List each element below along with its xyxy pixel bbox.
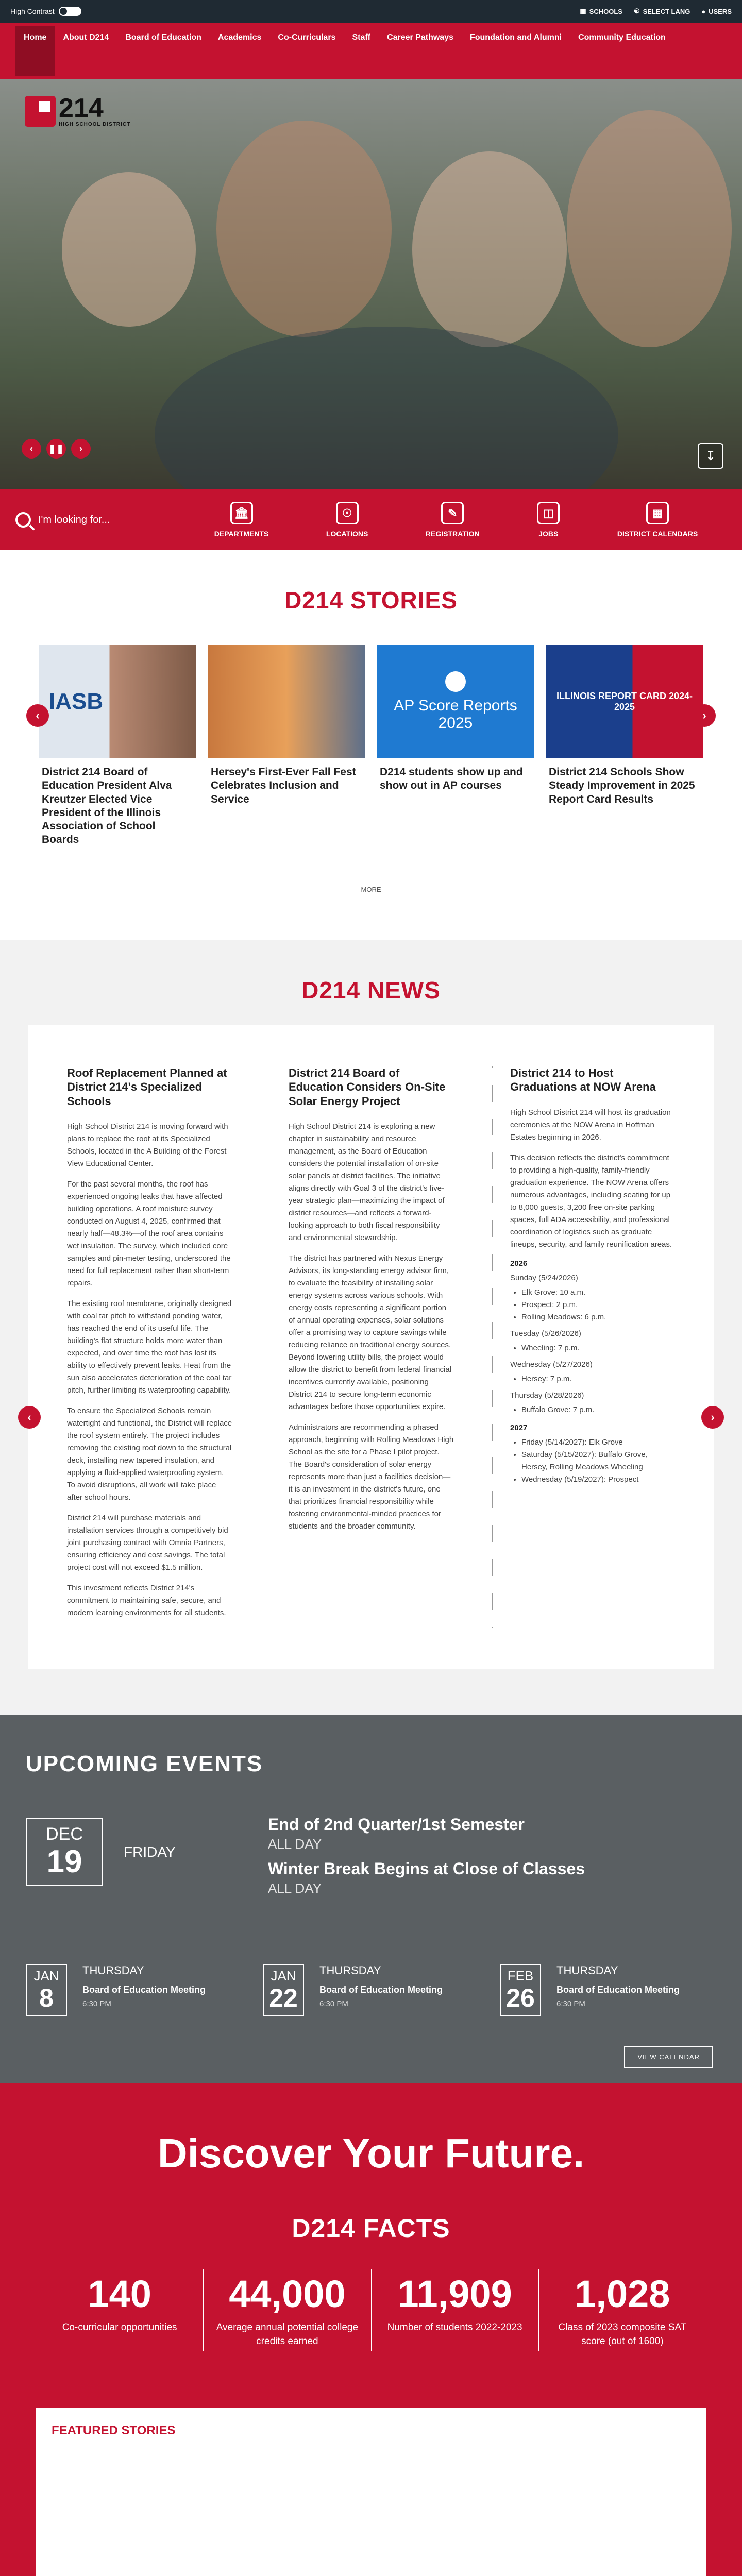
calendar-icon: ▦ bbox=[646, 502, 669, 524]
news-title-bold: NEWS bbox=[367, 976, 441, 1004]
stories-title-bold: STORIES bbox=[350, 587, 458, 614]
clipboard-icon: ✎ bbox=[441, 502, 464, 524]
schedule-day: Tuesday (5/26/2026) bbox=[510, 1329, 581, 1338]
news-paragraph: High School District 214 will host its graduation ceremonies at the NOW Arena in Hoffman Estates beginning in 2026. bbox=[510, 1108, 671, 1142]
event-info bbox=[82, 1964, 206, 2016]
event-time: ALL DAY bbox=[268, 1880, 322, 1896]
event-weekday: FRIDAY bbox=[124, 1844, 176, 1860]
event-time: 6:30 PM bbox=[82, 1999, 111, 2008]
high-contrast-toggle[interactable] bbox=[59, 7, 81, 16]
featured-event-list bbox=[268, 1808, 585, 1896]
story-image bbox=[546, 645, 703, 758]
nav-community-education[interactable]: Community Education bbox=[578, 33, 666, 42]
schedule-day: Thursday (5/28/2026) bbox=[510, 1391, 584, 1400]
site-search[interactable] bbox=[15, 512, 185, 528]
event-month: JAN bbox=[33, 1968, 59, 1984]
schedule-item: • Prospect: 2 p.m. bbox=[521, 1299, 676, 1311]
featured-side-panel bbox=[466, 2408, 706, 2576]
fact-label: Class of 2023 composite SAT score (out of 1600) bbox=[558, 2322, 687, 2347]
news-paragraph: The district has partnered with Nexus Energy Advisors, its long-standing energy advisor firm, to evaluate the feasibility of installing solar energy systems across various schools. With energy costs representing a significant portion of annual operating expenses, solar solutions offer a promising way to capture savings while reducing reliance on traditional energy sources. Beyond lowering utility bills, the project would allow the district to benefit from federal financial incentives currently available, positioning District 214 to secure long-term economic advantages before those opportunities expire. bbox=[289, 1254, 451, 1411]
featured-event[interactable] bbox=[26, 1808, 716, 1896]
featured-stories-panel bbox=[36, 2408, 466, 2576]
main-navigation bbox=[0, 23, 742, 79]
discover-headline: Discover Your Future. bbox=[157, 2130, 585, 2176]
news-paragraph: This decision reflects the district's commitment to providing a high-quality, family-friendly graduation experience. The NOW Arena offers numerous advantages, including seating for up to 8,000 guests, 3,200 free on-site parking spaces, full ADA accessibility, and professional coordination of logistics such as graduate lineups, security, and family reunification areas. bbox=[510, 1153, 672, 1249]
utility-bar bbox=[0, 0, 742, 23]
quick-link-label: JOBS bbox=[538, 530, 559, 538]
schools-label: SCHOOLS bbox=[589, 7, 622, 15]
news-article-title: District 214 to Host Graduations at NOW Arena bbox=[510, 1066, 656, 1093]
schedule-item: • Saturday (5/15/2027): Buffalo Grove, Hersey, Rolling Meadows Wheeling bbox=[521, 1449, 676, 1473]
fact-number: 140 bbox=[88, 2273, 151, 2315]
quick-links bbox=[185, 502, 727, 538]
district-logo[interactable] bbox=[25, 95, 130, 127]
schedule-item: • Friday (5/14/2027): Elk Grove bbox=[521, 1436, 676, 1449]
logo-number: 214 bbox=[59, 93, 104, 123]
event-name[interactable]: End of 2nd Quarter/1st Semester bbox=[268, 1815, 525, 1834]
nav-co-curriculars[interactable]: Co-Curriculars bbox=[278, 33, 336, 42]
schedule-item: • Elk Grove: 10 a.m. bbox=[521, 1286, 676, 1299]
fact-label: Co-curricular opportunities bbox=[62, 2322, 177, 2333]
quick-link-departments[interactable] bbox=[214, 502, 269, 538]
news-title bbox=[0, 976, 742, 1004]
hero-slideshow bbox=[0, 79, 742, 489]
event-day: 26 bbox=[506, 1984, 535, 2012]
schools-menu[interactable] bbox=[580, 7, 622, 15]
news-section bbox=[0, 940, 742, 1716]
quick-link-label: DEPARTMENTS bbox=[214, 530, 269, 538]
story-image-text: IASB bbox=[49, 689, 104, 714]
schedule-year: 2027 bbox=[510, 1423, 528, 1432]
event-date-box bbox=[26, 1964, 67, 2016]
stories-next-button[interactable]: › bbox=[693, 704, 716, 727]
event-day: 19 bbox=[46, 1844, 82, 1880]
globe-icon: ☯ bbox=[633, 7, 640, 15]
fact-number: 11,909 bbox=[397, 2273, 512, 2315]
quick-link-registration[interactable] bbox=[426, 502, 480, 538]
schedule-list bbox=[510, 1373, 676, 1385]
schedule-item: • Wheeling: 7 p.m. bbox=[521, 1342, 676, 1354]
event-month: DEC bbox=[46, 1824, 83, 1844]
schedule-item: • Buffalo Grove: 7 p.m. bbox=[521, 1404, 676, 1416]
schedule-day: Sunday (5/24/2026) bbox=[510, 1273, 578, 1282]
nav-academics[interactable]: Academics bbox=[217, 33, 262, 42]
facts-title-bold: FACTS bbox=[363, 2214, 450, 2243]
fact-item bbox=[538, 2269, 706, 2351]
stories-carousel bbox=[28, 645, 714, 854]
story-image bbox=[377, 645, 534, 758]
slideshow-controls bbox=[22, 439, 91, 459]
story-card[interactable] bbox=[377, 645, 534, 854]
event-month: JAN bbox=[271, 1968, 296, 1984]
departments-icon: 🏛 bbox=[230, 502, 253, 524]
story-image-text: ILLINOIS REPORT CARD 2024-2025 bbox=[556, 691, 693, 712]
upcoming-event[interactable] bbox=[263, 1964, 479, 2016]
events-title bbox=[26, 1751, 716, 1777]
quick-link-locations[interactable] bbox=[326, 502, 368, 538]
nav-about[interactable]: About D214 bbox=[63, 33, 109, 42]
nav-home[interactable]: Home bbox=[15, 26, 55, 76]
fact-number: 44,000 bbox=[229, 2273, 346, 2315]
event-name: Board of Education Meeting bbox=[319, 1985, 443, 1995]
event-time: ALL DAY bbox=[268, 1836, 322, 1852]
news-title-prefix: D214 bbox=[301, 976, 361, 1004]
event-day: 22 bbox=[269, 1984, 298, 2012]
news-next-button[interactable]: › bbox=[701, 1406, 724, 1429]
fact-item bbox=[36, 2269, 203, 2351]
high-contrast-label: High Contrast bbox=[10, 7, 55, 15]
event-weekday: THURSDAY bbox=[319, 1964, 381, 1977]
event-date-box bbox=[263, 1964, 304, 2016]
search-placeholder: I'm looking for... bbox=[38, 514, 110, 526]
facts-row bbox=[36, 2269, 706, 2351]
event-time: 6:30 PM bbox=[556, 1999, 585, 2008]
story-title: Hersey's First-Ever Fall Fest Celebrates Inclusion and Service bbox=[211, 766, 356, 805]
schedule-item: • Hersey: 7 p.m. bbox=[521, 1373, 676, 1385]
news-carousel bbox=[28, 1025, 714, 1669]
news-article[interactable] bbox=[49, 1066, 250, 1628]
story-image-text: AP Score Reports 2025 bbox=[394, 697, 517, 732]
story-title: D214 students show up and show out in AP courses bbox=[380, 766, 523, 792]
event-month: FEB bbox=[507, 1968, 534, 1984]
schedule-list bbox=[510, 1286, 676, 1324]
news-article-title: District 214 Board of Education Considers On-Site Solar Energy Project bbox=[289, 1066, 446, 1108]
facts-title bbox=[36, 2213, 706, 2243]
event-time: 6:30 PM bbox=[319, 1999, 348, 2008]
map-pin-icon: ☉ bbox=[336, 502, 359, 524]
facts-title-prefix: D214 bbox=[292, 2214, 356, 2243]
quick-link-jobs[interactable] bbox=[537, 502, 560, 538]
featured-row bbox=[36, 2408, 706, 2576]
event-date-box bbox=[500, 1964, 541, 2016]
fact-number: 1,028 bbox=[575, 2273, 670, 2315]
upcoming-event[interactable] bbox=[500, 1964, 716, 2016]
quick-link-label: REGISTRATION bbox=[425, 530, 480, 538]
scroll-down-button[interactable]: ↧ bbox=[698, 443, 723, 469]
schedule-list bbox=[510, 1404, 676, 1416]
story-title: District 214 Schools Show Steady Improvement in 2025 Report Card Results bbox=[549, 766, 695, 805]
nav-career-pathways[interactable]: Career Pathways bbox=[387, 33, 453, 42]
events-title-bold: EVENTS bbox=[166, 1751, 263, 1776]
story-card[interactable] bbox=[546, 645, 703, 854]
users-label: USERS bbox=[709, 7, 732, 15]
story-image bbox=[39, 645, 196, 758]
upcoming-event[interactable] bbox=[26, 1964, 242, 2016]
event-date-box bbox=[26, 1818, 103, 1886]
event-name[interactable]: Winter Break Begins at Close of Classes bbox=[268, 1859, 585, 1878]
schedule-year: 2026 bbox=[510, 1259, 528, 1268]
event-info bbox=[319, 1964, 443, 2016]
users-menu[interactable] bbox=[701, 8, 732, 15]
view-calendar-button[interactable]: VIEW CALENDAR bbox=[624, 2046, 713, 2068]
logo-mark-icon bbox=[25, 96, 56, 127]
news-prev-button[interactable]: ‹ bbox=[18, 1406, 41, 1429]
stories-title bbox=[0, 586, 742, 614]
stories-section bbox=[0, 550, 742, 940]
pause-slide-button[interactable]: ❚❚ bbox=[46, 439, 66, 459]
news-paragraph: For the past several months, the roof has experienced ongoing leaks that have affected building operations. A roof moisture survey conducted on August 4, 2025, confirmed that nearly half—48.3%—of the roof area contains wet insulation. The survey, which included core samples and pin-meter testing, underscored the need for full replacement rather than short-term repairs. bbox=[67, 1180, 231, 1287]
high-contrast-control[interactable] bbox=[10, 7, 81, 16]
building-icon: ▦ bbox=[580, 7, 586, 15]
next-slide-button[interactable]: › bbox=[71, 439, 91, 459]
event-name: Board of Education Meeting bbox=[82, 1985, 206, 1995]
schedule-day: Wednesday (5/27/2026) bbox=[510, 1360, 593, 1369]
search-icon bbox=[15, 512, 31, 528]
previous-slide-button[interactable]: ‹ bbox=[22, 439, 41, 459]
language-select[interactable] bbox=[634, 7, 690, 15]
logo-subtitle: HIGH SCHOOL DISTRICT bbox=[59, 122, 131, 127]
schedule-item: • Rolling Meadows: 6 p.m. bbox=[521, 1311, 676, 1324]
discover-section bbox=[0, 2083, 742, 2576]
schedule-item: • Wednesday (5/19/2027): Prospect bbox=[521, 1473, 676, 1486]
news-paragraph: High School District 214 is exploring a new chapter in sustainability and resource management, as the Board of Education considers the potential installation of on-site solar panels at district facilities. The initiative aligns directly with Goal 3 of the district's five-year strategic plan—maximizing the impact of district resources—and reflects a forward-looking approach to both fiscal responsibility and environmental stewardship. bbox=[289, 1122, 445, 1242]
event-info bbox=[556, 1964, 680, 2016]
news-paragraph: To ensure the Specialized Schools remain watertight and functional, the District will replace the roof system entirely. The project includes removing the existing roof down to the structural deck, installing new tapered insulation, and applying a fluid-applied waterproofing system. To avoid disruptions, all work will take place after school hours. bbox=[67, 1406, 232, 1502]
quick-link-label: LOCATIONS bbox=[326, 530, 368, 538]
events-title-light: UPCOMING bbox=[26, 1751, 159, 1776]
event-day: 8 bbox=[39, 1984, 54, 2012]
story-card[interactable] bbox=[39, 645, 196, 854]
more-stories-button[interactable]: MORE bbox=[343, 880, 399, 899]
user-icon: ● bbox=[701, 7, 706, 15]
language-label: SELECT LANG bbox=[643, 7, 690, 15]
event-name: Board of Education Meeting bbox=[556, 1985, 680, 1995]
quick-link-calendars[interactable] bbox=[617, 502, 698, 538]
nav-staff[interactable]: Staff bbox=[352, 33, 371, 42]
nav-board[interactable]: Board of Education bbox=[125, 33, 201, 42]
news-paragraph: District 214 will purchase materials and installation services through a competitively bid joint purchasing contract with Omnia Partners, ensuring efficiency and cost savings. The total project cost will not exceed $1.5 million. bbox=[67, 1514, 228, 1572]
utility-links bbox=[580, 7, 732, 15]
story-card[interactable] bbox=[208, 645, 365, 854]
schedule-list bbox=[510, 1342, 676, 1354]
event-weekday: THURSDAY bbox=[82, 1964, 144, 1977]
fact-item bbox=[371, 2269, 538, 2351]
stories-title-prefix: D214 bbox=[284, 587, 344, 614]
events-section bbox=[0, 1715, 742, 2083]
quick-link-label: DISTRICT CALENDARS bbox=[617, 530, 698, 538]
upcoming-events-list bbox=[26, 1964, 716, 2016]
featured-stories-title: FEATURED STORIES bbox=[52, 2424, 176, 2438]
news-article[interactable] bbox=[492, 1066, 693, 1628]
briefcase-icon: ◫ bbox=[537, 502, 560, 524]
news-article[interactable] bbox=[271, 1066, 471, 1628]
fact-label: Average annual potential college credits earned bbox=[216, 2322, 359, 2347]
story-image bbox=[208, 645, 365, 758]
stories-prev-button[interactable]: ‹ bbox=[26, 704, 49, 727]
news-paragraph: The existing roof membrane, originally designed with coal tar pitch to withstand ponding water, has reached the end of its useful life. The building's flat structure holds more water than expected, and over time the roof has lost its ability to effectively prevent leaks. Heat from the sun also accelerates deterioration of the coal tar pitch, further limiting its waterproofing capability. bbox=[67, 1299, 232, 1395]
schedule-list bbox=[510, 1436, 676, 1486]
fact-label: Number of students 2022-2023 bbox=[387, 2322, 522, 2333]
news-paragraph: Administrators are recommending a phased approach, beginning with Rolling Meadows High School as the site for a Phase I pilot project. The Board's consideration of solar energy represents more than just a facilities decision—it is an investment in the district's future, one that prioritizes financial responsibility while fostering environmental-minded practices for students and the broader community. bbox=[289, 1423, 454, 1531]
quick-links-bar bbox=[0, 489, 742, 550]
news-article-title: Roof Replacement Planned at District 214's Specialized Schools bbox=[67, 1066, 227, 1108]
event-weekday: THURSDAY bbox=[556, 1964, 618, 1977]
nav-foundation[interactable]: Foundation and Alumni bbox=[469, 33, 562, 42]
ap-icon bbox=[445, 671, 466, 692]
fact-item bbox=[203, 2269, 370, 2351]
story-title: District 214 Board of Education President Alva Kreutzer Elected Vice President of the Illinois Association of School Boards bbox=[42, 766, 172, 846]
news-paragraph: High School District 214 is moving forward with plans to replace the roof at its Specialized Schools, located in the A Building of the Forest View Educational Center. bbox=[67, 1122, 228, 1168]
news-paragraph: This investment reflects District 214's commitment to maintaining safe, secure, and modern learning environments for all students. bbox=[67, 1584, 226, 1617]
